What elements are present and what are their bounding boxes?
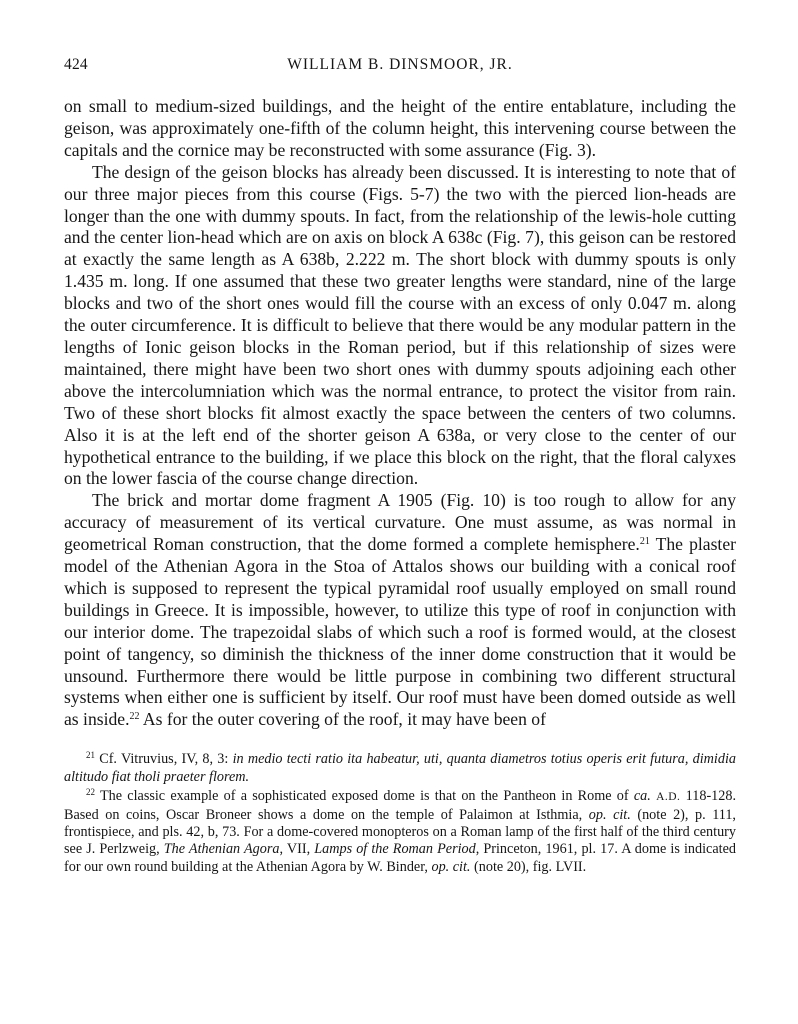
footnote-22-text-6: (note 20), fig. LVII. — [470, 858, 587, 875]
footnote-22-text-4: , VII, — [279, 841, 315, 858]
dome-text-part-3: As for the outer covering of the roof, it may have been of — [139, 709, 546, 730]
footnote-22-text-1: The classic example of a sophisticated exposed dome is that on the Pantheon in Rome of — [95, 788, 634, 805]
footnote-22-agora-title: The Athenian Agora — [163, 841, 280, 858]
footnote-ref-21[interactable]: 21 — [639, 536, 650, 548]
footnote-21-number: 21 — [86, 750, 95, 761]
footnote-ref-22[interactable]: 22 — [129, 711, 140, 723]
footnote-22-opcit-2: op. cit. — [431, 858, 471, 875]
paragraph-dome-fragment — [64, 490, 736, 731]
running-head-title: WILLIAM B. DINSMOOR, JR. — [287, 56, 513, 73]
footnote-21-lead: Cf. Vitruvius, IV, 8, 3: — [95, 751, 233, 768]
page-number: 424 — [64, 56, 88, 73]
footnote-22-text-3: (note 2), p. 111, frontispiece, and pls. 42, b, 73. For a dome-covered monopteros on a Roman lamp of the first half of the third century see J. Perlzweig, — [64, 806, 736, 858]
footnote-22-lamps-title: Lamps of the Roman Period — [314, 841, 476, 858]
paragraph-entablature: on small to medium-sized buildings, and the height of the entire entablature, including the geison, was approximately one-fifth of the column height, this intervening course between the capitals and the cornice may be reconstructed with some assurance (Fig. 3). — [64, 96, 736, 160]
footnotes — [64, 751, 736, 876]
footnote-22-opcit-1: op. cit. — [588, 806, 631, 823]
body-text — [64, 96, 736, 731]
dome-text-part-1: The brick and mortar dome fragment A 1905 (Fig. 10) is too rough to allow for any accuracy of measurement of its vertical curvature. One must assume, as was normal in geometrical Roman construction, that the dome formed a complete hemisphere. — [64, 490, 736, 555]
footnote-22-text-2: 118-128. Based on coins, Oscar Broneer shows a dome on the temple of Palaimon at Isthmia, — [64, 788, 736, 823]
footnote-22-ca: ca. — [633, 788, 651, 805]
footnote-22-ad: A.D. — [656, 791, 681, 804]
paragraph-geison-blocks: The design of the geison blocks has already been discussed. It is interesting to note that of our three major pieces from this course (Figs. 5-7) the two with the pierced lion-heads are longer than the one with dummy spouts. In fact, from the relationship of the lewis-hole cutting and the center lion-head which are on axis on block A 638c (Fig. 7), this geison can be restored at exactly the same length as A 638b, 2.222 m. The short block with dummy spouts is only 1.435 m. long. If one assumed that these two greater lengths were standard, nine of the large blocks and two of the short ones would fill the course with an excess of only 0.047 m. along the outer circumference. It is difficult to believe that there would be any modular pattern in the lengths of Ionic geison blocks in the Roman period, but if this relationship of sizes were maintained, there might have been two short ones with dummy spouts adjoining each other above the intercolumniation which was the normal entrance, to protect the visitor from rain. Two of these short blocks fit almost exactly the space between the centers of two columns. Also it is at the left end of the shorter geison A 638a, or very close to the center of our hypothetical entrance to the building, if we place this block on the right, that the floral calyxes on the lower fascia of the course change direction. — [64, 161, 736, 489]
running-head — [64, 56, 736, 82]
dome-text-part-2: The plaster model of the Athenian Agora in the Stoa of Attalos shows our building with a conical roof which is supposed to represent the typical pyramidal roof usually employed on small round buildings in Greece. It is impossible, however, to utilize this type of roof in conjunction with our interior dome. The trapezoidal slabs of which such a roof is formed would, at the closest point of tangency, so diminish the thickness of the inner dome construction that it would be unsound. Furthermore there would be little purpose in combining two different structural systems when either one is sufficient by itself. Our roof must have been domed outside as well as inside. — [64, 534, 736, 730]
footnote-22-number: 22 — [86, 787, 95, 798]
footnote-21-quote: in medio tecti ratio ita habeatur, uti, quanta diametros totius operis erit futura, dimidia altitudo fiat tholi praeter florem. — [64, 751, 736, 785]
footnote-21 — [64, 751, 736, 786]
footnote-22-text-5: , Princeton, 1961, pl. 17. A dome is indicated for our own round building at the Athenian Agora by W. Binder, — [64, 841, 736, 875]
footnote-22 — [64, 788, 736, 876]
page — [64, 56, 736, 878]
